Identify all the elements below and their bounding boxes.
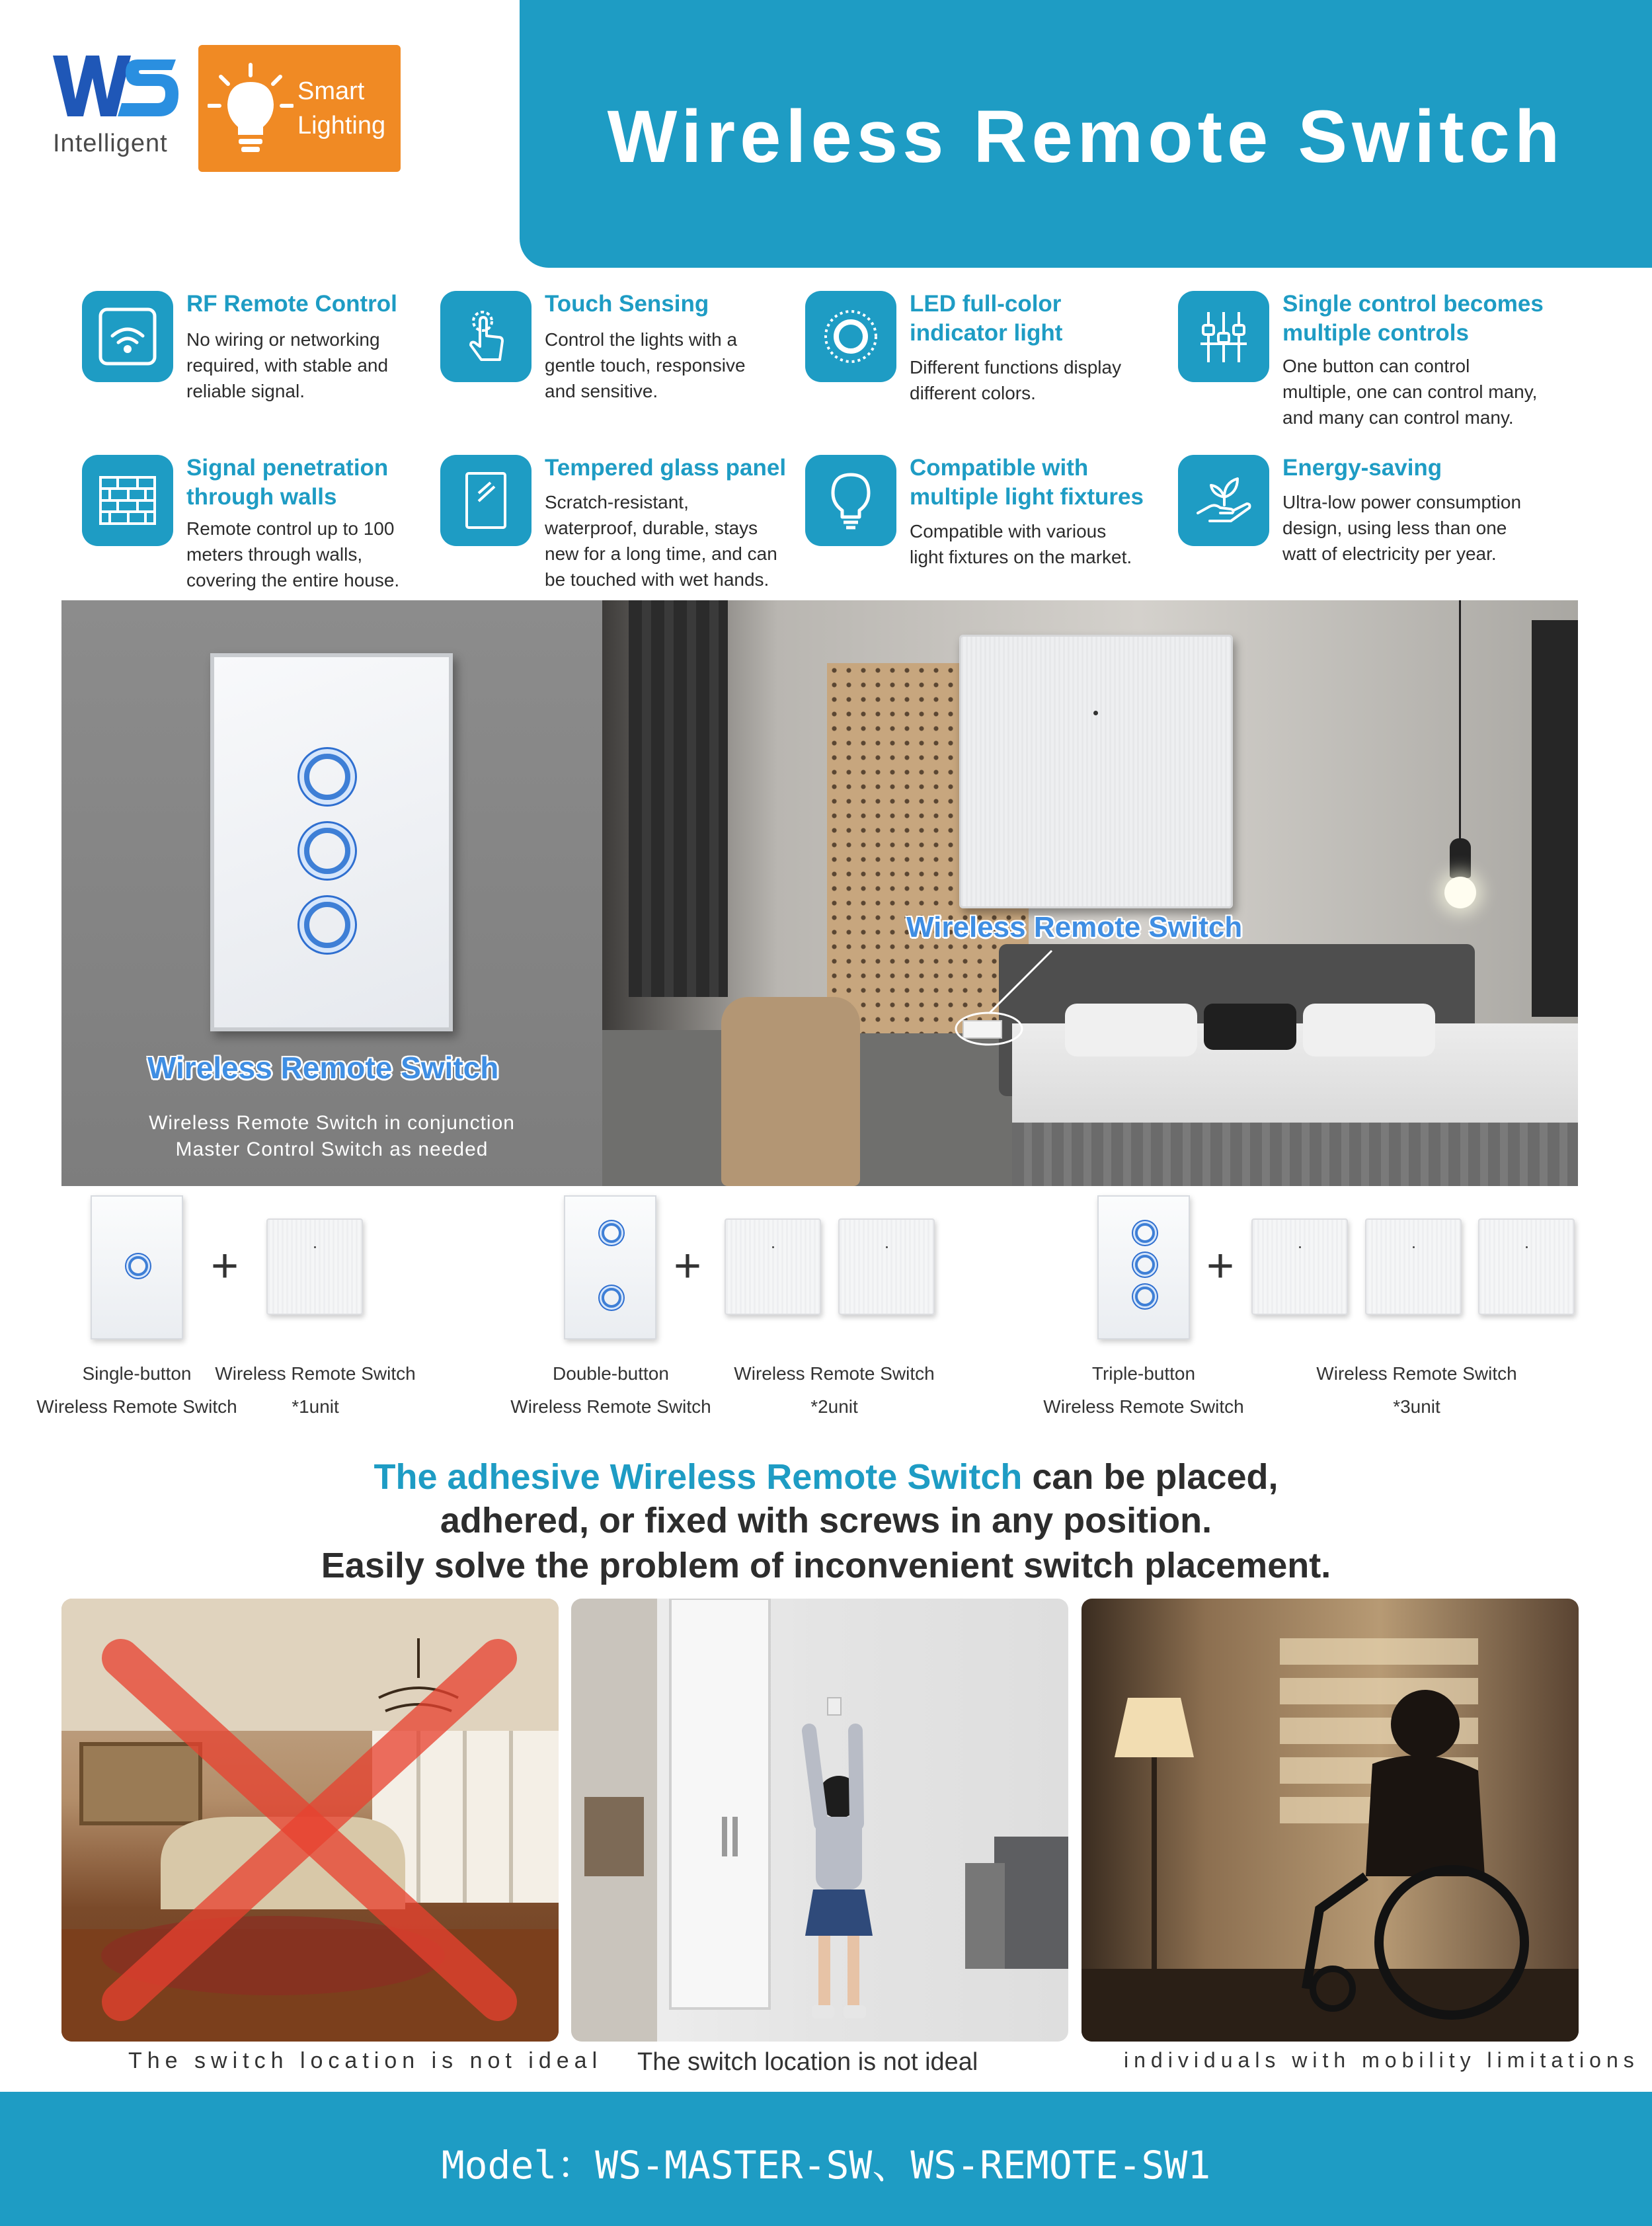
bulb-icon (208, 62, 294, 161)
remote-switch-unit (725, 1218, 821, 1315)
headline-rest: can be placed, (1022, 1457, 1278, 1497)
headline-line-2: adhered, or fixed with screws in any position. (440, 1501, 1212, 1540)
photo-caption: The switch location is not ideal (128, 2048, 603, 2073)
remote-switch-unit (1251, 1218, 1348, 1315)
touch-button (602, 1288, 621, 1308)
sliders-icon (1178, 291, 1269, 382)
scene-label: Wireless Remote Switch (147, 1051, 499, 1085)
master-switch-scene (61, 600, 602, 1186)
title-line: indicator light (910, 320, 1063, 346)
remote-switch-unit (1365, 1218, 1462, 1315)
desc-line: design, using less than one (1282, 518, 1507, 538)
child-reaching-illustration (571, 1599, 1068, 2042)
desc-line: required, with stable and (186, 355, 389, 376)
feature-desc (1282, 353, 1587, 430)
feature-title: Tempered glass panel (545, 455, 787, 481)
glass-panel-icon (440, 455, 531, 546)
touch-button (304, 828, 350, 874)
touch-button (1135, 1287, 1155, 1306)
touch-button (304, 754, 350, 800)
desc-line: Compatible with various (910, 521, 1107, 541)
feature-title: Energy-saving (1282, 455, 1442, 481)
plus-icon: + (673, 1240, 702, 1292)
remote-switch-closeup (959, 635, 1233, 908)
feature-desc (186, 327, 464, 404)
model-footer (0, 2092, 1652, 2226)
feature-desc (545, 489, 836, 592)
indicator-dot (1526, 1246, 1528, 1248)
feature-title (186, 454, 464, 512)
desc-line: waterproof, durable, stays (545, 518, 758, 538)
feature-desc (910, 354, 1187, 406)
title-line: Signal penetration (186, 455, 389, 481)
scene-note-line: Master Control Switch as needed (175, 1138, 489, 1160)
desc-line: Different functions display (910, 357, 1122, 378)
combo-label: Wireless Remote Switch (1316, 1363, 1517, 1384)
desc-line: gentle touch, responsive (545, 355, 746, 376)
indicator-dot (1413, 1246, 1415, 1248)
photo-living-room (61, 1599, 559, 2042)
indicator-dot (1299, 1246, 1301, 1248)
combo-label: Wireless Remote Switch (1043, 1396, 1244, 1417)
cross-mark-icon (61, 1599, 559, 2042)
photo-wheelchair-user (1082, 1599, 1579, 2042)
title-line: through walls (186, 484, 337, 510)
desc-line: light fixtures on the market. (910, 547, 1132, 567)
feature-desc (186, 516, 464, 593)
desc-line: reliable signal. (186, 381, 305, 401)
lighting-text: Lighting (297, 112, 386, 139)
headline-line-3: Easily solve the problem of inconvenient switch placement. (321, 1546, 1331, 1585)
scene-label: Wireless Remote Switch (906, 911, 1243, 943)
bedroom-scene (602, 600, 1578, 1186)
combo-label: Wireless Remote Switch (510, 1396, 711, 1417)
desc-line: meters through walls, (186, 544, 363, 565)
brick-wall-icon (82, 455, 173, 546)
feature-title: RF Remote Control (186, 291, 397, 317)
desc-line: different colors. (910, 383, 1036, 403)
desc-line: new for a long time, and can (545, 543, 777, 564)
combo-label: Triple-button (1091, 1363, 1196, 1384)
master-switch-panel (210, 653, 453, 1031)
photo-child-reaching (571, 1599, 1068, 2042)
wheelchair-illustration (1082, 1599, 1579, 2042)
touch-hand-icon (440, 291, 531, 382)
single-button-switch (91, 1195, 183, 1339)
combo-label: *1unit (292, 1396, 339, 1417)
remote-switch-unit (1478, 1218, 1575, 1315)
feature-desc (910, 518, 1187, 570)
remote-switch-unit (838, 1218, 935, 1315)
indicator-dot (314, 1246, 316, 1248)
feature-title (910, 290, 1187, 348)
combo-label: Double-button (553, 1363, 669, 1384)
combo-label: Wireless Remote Switch (734, 1363, 935, 1384)
smart-lighting-text (297, 74, 385, 143)
photo-caption: individuals with mobility limitations (1124, 2048, 1639, 2072)
desc-line: Ultra-low power consumption (1282, 492, 1522, 512)
desc-line: watt of electricity per year. (1282, 543, 1497, 564)
plus-icon: + (210, 1240, 239, 1292)
feature-title: Touch Sensing (545, 291, 709, 317)
combo-label: Wireless Remote Switch (215, 1363, 416, 1384)
page-title: Wireless Remote Switch (607, 95, 1565, 178)
indicator-dot (772, 1246, 774, 1248)
desc-line: be touched with wet hands. (545, 569, 769, 590)
feature-desc (1282, 489, 1587, 567)
feature-title (910, 454, 1200, 512)
desc-line: No wiring or networking (186, 329, 380, 350)
smart-text: Smart (297, 77, 365, 105)
touch-button (1135, 1255, 1155, 1275)
scene-note-line: Wireless Remote Switch in conjunction (149, 1112, 515, 1134)
headline-line-1 (0, 1454, 1652, 1499)
photo-caption: The switch location is not ideal (637, 2048, 978, 2076)
bulb-icon (805, 455, 896, 546)
ws-logo (53, 53, 178, 126)
triple-button-switch (1097, 1195, 1190, 1339)
touch-button (1135, 1223, 1155, 1243)
desc-line: multiple, one can control many, (1282, 381, 1538, 402)
feature-title (1282, 290, 1573, 348)
title-line: multiple light fixtures (910, 484, 1144, 510)
model-text: Model：WS-MASTER-SW、WS-REMOTE-SW1 (441, 2143, 1211, 2188)
feature-desc (545, 327, 822, 404)
title-banner (520, 0, 1652, 268)
wifi-icon (82, 291, 173, 382)
touch-button (128, 1256, 148, 1276)
double-button-switch (564, 1195, 656, 1339)
title-line: Compatible with (910, 455, 1089, 481)
smart-lighting-badge (198, 45, 401, 172)
logo-subtitle: Intelligent (53, 130, 168, 157)
indicator-dot (1093, 711, 1098, 715)
desc-line: One button can control (1282, 356, 1470, 376)
title-line: LED full-color (910, 291, 1062, 317)
combo-label: *3unit (1393, 1396, 1440, 1417)
remote-switch-unit (266, 1218, 363, 1315)
desc-line: and sensitive. (545, 381, 658, 401)
title-line: Single control becomes (1282, 291, 1544, 317)
desc-line: covering the entire house. (186, 570, 400, 590)
desc-line: Scratch-resistant, (545, 492, 689, 512)
desc-line: Remote control up to 100 (186, 518, 395, 539)
touch-button (602, 1223, 621, 1243)
leaf-hand-icon (1178, 455, 1269, 546)
combo-label: *2unit (810, 1396, 858, 1417)
headline-highlight: The adhesive Wireless Remote Switch (374, 1457, 1023, 1497)
led-ring-icon (805, 291, 896, 382)
desc-line: and many can control many. (1282, 407, 1514, 428)
indicator-dot (886, 1246, 888, 1248)
title-line: multiple controls (1282, 320, 1469, 346)
combo-label: Wireless Remote Switch (36, 1396, 237, 1417)
desc-line: Control the lights with a (545, 329, 738, 350)
combo-label: Single-button (82, 1363, 192, 1384)
plus-icon: + (1206, 1240, 1235, 1292)
touch-button (304, 902, 350, 948)
